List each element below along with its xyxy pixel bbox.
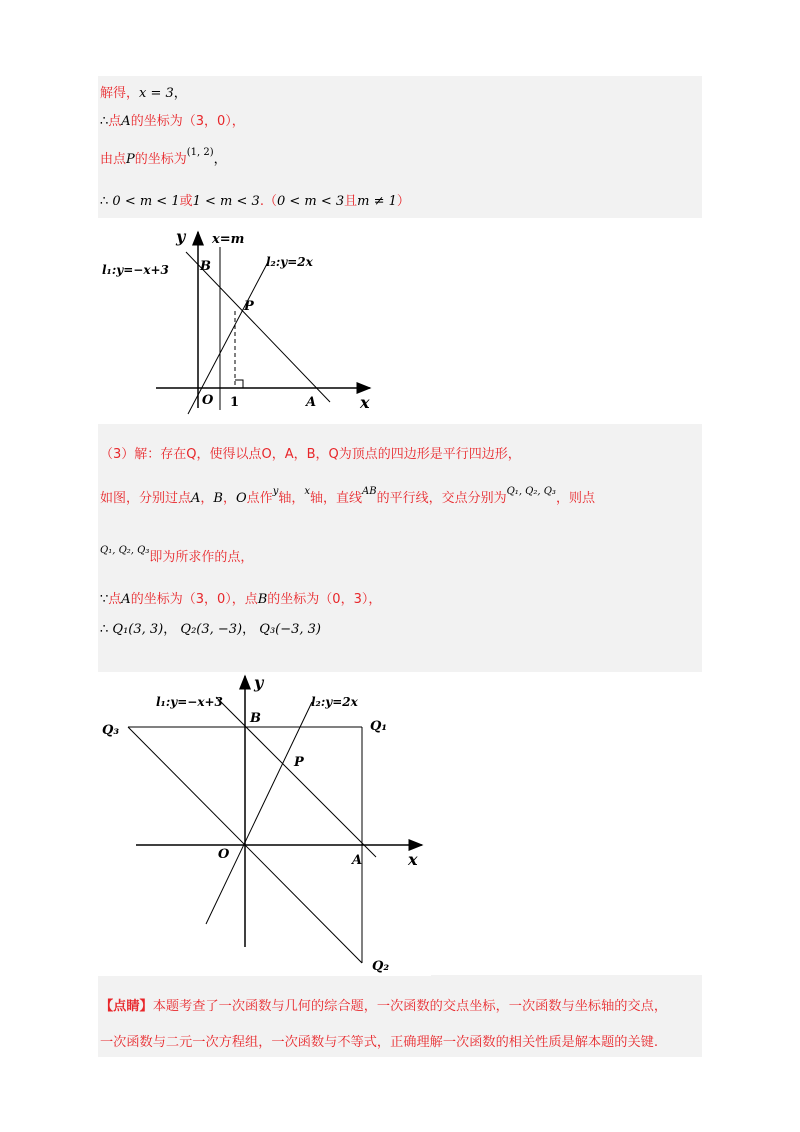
therefore-symbol: ∴ <box>100 114 109 129</box>
comment-line-1: 【点睛】本题考查了一次函数与几何的综合题，一次函数的交点坐标，一次函数与坐标轴的交点， <box>100 999 668 1014</box>
comment-line-2: 一次函数与二元一次方程组，一次函数与不等式，正确理解一次函数的相关性质是解本题的关键. <box>100 1035 659 1050</box>
label-y: y <box>176 227 186 246</box>
label-y: y <box>254 673 264 692</box>
label-q3: Q₃ <box>102 723 120 738</box>
equation-x-equals-3: x = 3 <box>139 86 174 101</box>
label-l2: l₂:y=2x <box>266 255 313 269</box>
label-x: x <box>360 393 370 412</box>
construction-line: 如图，分别过点A，B，O点作$^y$轴，$^x$轴，直线$^{AB}$的平行线，交点分别为$^{Q_1, Q_2, Q_3}$，则点 <box>100 486 595 506</box>
label-a: A <box>306 395 317 410</box>
figure-1 <box>98 222 381 422</box>
range-line: ∴ 0 < m < 1或1 < m < 3.（0 < m < 3且m ≠ 1） <box>100 194 410 209</box>
line-l2 <box>188 262 268 414</box>
result-line: ∴ Q₁(3, 3)， Q₂(3, −3)， Q₃(−3, 3) <box>100 622 321 637</box>
label-q1: Q₁ <box>370 719 388 734</box>
label-p: P <box>294 755 304 770</box>
part3-intro-line: （3）解：存在Q，使得以点O，A，B，Q为顶点的四边形是平行四边形， <box>100 447 521 462</box>
label-l1: l₁:y=−x+3 <box>156 695 223 709</box>
figure-1-svg <box>98 222 381 422</box>
line-l1 <box>186 252 330 402</box>
figure-2-svg <box>98 672 431 976</box>
q-points-line: $^{Q_1, Q_2, Q_3}$即为所求作的点， <box>100 545 254 565</box>
point-p-line: 由点P的坐标为$^{(1, 2)}$， <box>100 147 227 167</box>
line-l2 <box>206 702 312 924</box>
label-o: O <box>218 847 230 862</box>
label-1: 1 <box>230 395 240 410</box>
label-b: B <box>200 259 211 274</box>
label-q2: Q₂ <box>372 959 390 974</box>
label-l1: l₁:y=−x+3 <box>102 263 169 277</box>
right-angle-mark <box>235 380 243 388</box>
label-o: O <box>202 393 214 408</box>
point-a-line: ∴点A的坐标为（3，0）， <box>100 114 245 129</box>
line-l1 <box>216 697 376 857</box>
label-l2: l₂:y=2x <box>311 695 358 709</box>
solve-line: 解得，x = 3， <box>100 86 187 101</box>
figure-2 <box>98 672 431 976</box>
coordinates-line: ∵点A的坐标为（3，0），点B的坐标为（0，3）， <box>100 592 382 607</box>
point-p-coord: (1, 2) <box>186 147 214 158</box>
label-x-equals-m: x=m <box>212 232 245 247</box>
comment-tag: 【点睛】 <box>100 999 153 1014</box>
label-a: A <box>352 853 363 868</box>
label-x: x <box>408 850 418 869</box>
label-p: P <box>244 299 254 314</box>
label-b: B <box>250 711 261 726</box>
